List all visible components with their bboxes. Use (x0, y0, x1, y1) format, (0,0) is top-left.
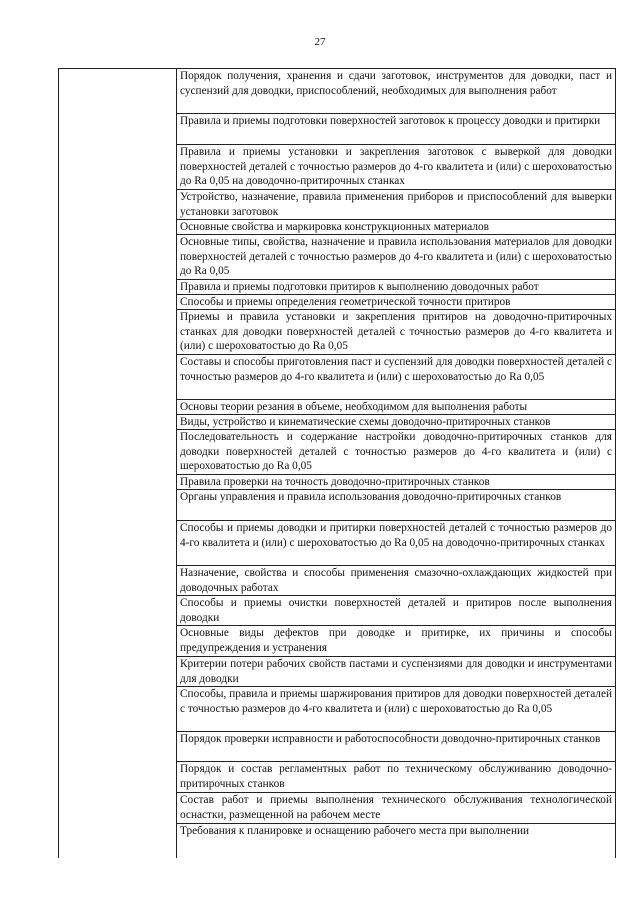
table-row: Основы теории резания в объеме, необходимом для выполнения работы (177, 400, 615, 415)
table-row: Критерии потери рабочих свойств пастами и суспензиями для доводки и инструментами для доводки (177, 657, 615, 687)
table-row: Состав работ и приемы выполнения технического обслуживания технологической оснастки, размещенной на рабочем месте (177, 793, 615, 824)
table-row: Устройство, назначение, правила применения приборов и приспособлений для выверки установки заготовок (177, 190, 615, 220)
table-row: Назначение, свойства и способы применения смазочно-охлаждающих жидкостей при доводочных работах (177, 566, 615, 596)
requirements-table (58, 68, 616, 858)
table-row: Порядок проверки исправности и работоспособности доводочно-притирочных станков (177, 732, 615, 762)
table-row: Последовательность и содержание настройки доводочно-притирочных станков для доводки поверхностей деталей с точностью размеров до 4-го квалитета и (или) с шероховатостью до Ra 0,05 (177, 430, 615, 475)
table-row: Порядок получения, хранения и сдачи заготовок, инструментов для доводки, паст и суспензий для доводки, приспособлений, необходимых для выполнения работ (177, 69, 615, 114)
table-left-column (59, 69, 177, 858)
table-row: Способы и приемы очистки поверхностей деталей и притиров после выполнения доводки (177, 596, 615, 626)
table-knowledge-column (177, 69, 616, 858)
table-row: Приемы и правила установки и закрепления притиров на доводочно-притирочных станках для доводки поверхностей деталей с точностью размеров до 4-го квалитета и (или) с шероховатостью до Ra 0,05 (177, 310, 615, 355)
table-row: Правила и приемы подготовки притиров к выполнению доводочных работ (177, 280, 615, 295)
table-row: Основные виды дефектов при доводке и притирке, их причины и способы предупреждения и устранения (177, 626, 615, 657)
table-row: Порядок и состав регламентных работ по техническому обслуживанию доводочно-притирочных станков (177, 762, 615, 793)
table-row: Основные свойства и маркировка конструкционных материалов (177, 220, 615, 235)
table-row: Способы, правила и приемы шаржирования притиров для доводки поверхностей деталей с точностью размеров до 4-го квалитета и (или) с шероховатостью до Ra 0,05 (177, 687, 615, 732)
table-row: Основные типы, свойства, назначение и правила использования материалов для доводки поверхностей деталей с точностью размеров до 4-го квалитета и (или) с шероховатостью до Ra 0,05 (177, 235, 615, 280)
table-row: Составы и способы приготовления паст и суспензий для доводки поверхностей деталей с точностью размеров до 4-го квалитета и (или) с шероховатостью до Ra 0,05 (177, 355, 615, 400)
table-row: Способы и приемы определения геометрической точности притиров (177, 295, 615, 310)
table-row: Правила проверки на точность доводочно-притирочных станков (177, 475, 615, 490)
table-row: Требования к планировке и оснащению рабочего места при выполнении (180, 825, 530, 837)
table-row: Правила и приемы установки и закрепления заготовок с выверкой для доводки поверхностей деталей с точностью размеров до 4-го квалитета и (или) с шероховатостью до Ra 0,05 на доводочно-притирочных станках (177, 145, 615, 190)
table-row: Органы управления и правила использования доводочно-притирочных станков (177, 490, 615, 521)
table-row: Способы и приемы доводки и притирки поверхностей деталей с точностью размеров до 4-го квалитета и (или) с шероховатостью до Ra 0,05 на доводочно-притирочных станках (177, 521, 615, 566)
page-number: 27 (314, 36, 326, 48)
table-row: Правила и приемы подготовки поверхностей заготовок к процессу доводки и притирки (177, 114, 615, 145)
table-row: Виды, устройство и кинематические схемы доводочно-притирочных станков (177, 415, 615, 430)
